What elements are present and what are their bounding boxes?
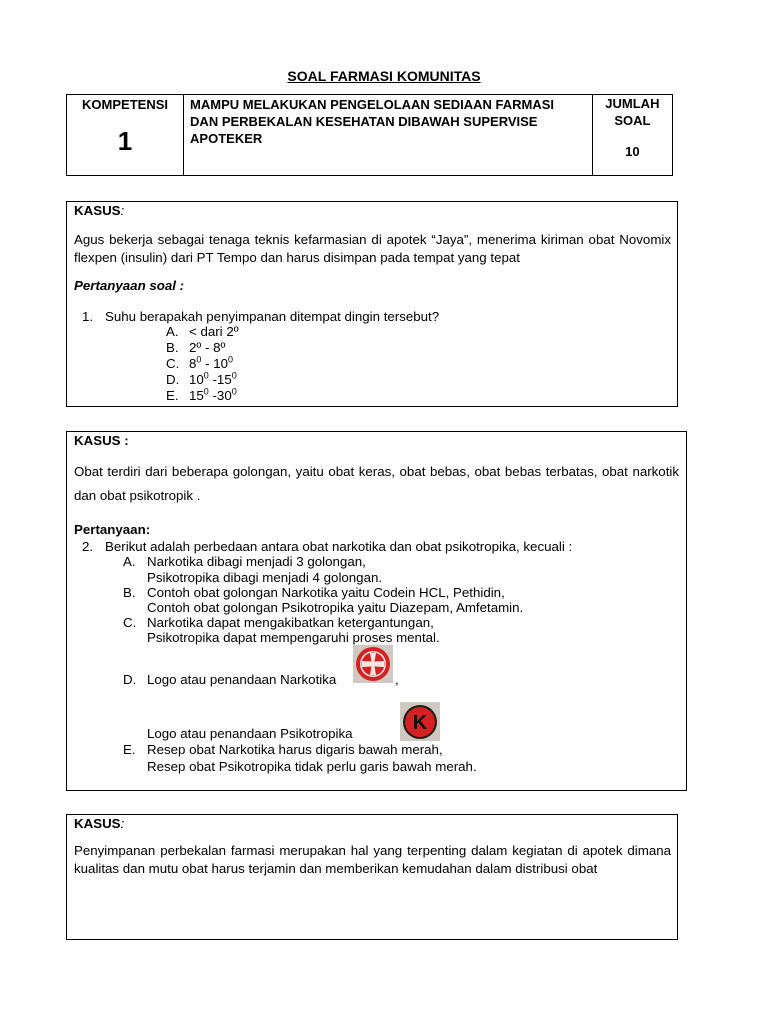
option-text: Narkotika dibagi menjadi 3 golongan, [147,554,366,569]
option-letter: D. [123,672,137,687]
psikotropika-logo [400,702,440,741]
option-letter: B. [166,340,179,355]
question-number: 2. [82,539,94,554]
kasus-label: KASUS: [74,203,125,218]
case-text: Agus bekerja sebagai tenaga teknis kefarmasian di apotek “Jaya”, menerima kiriman obat Novomix flexpen (insulin) dari PT Tempo dan harus disimpan pada tempat yang tepat [74,232,671,265]
option-letter: A. [123,554,136,569]
option-text: < dari 2º [189,324,239,339]
case-box-1 [66,201,678,407]
soal-label: SOAL [614,113,651,128]
option-letter: E. [123,742,136,757]
psikotropika-logo-letter: K [412,712,428,734]
option-text: Logo atau penandaan Psikotropika [147,726,353,741]
case-text: Obat terdiri dari beberapa golongan, yaitu obat keras, obat bebas, obat bebas terbatas, obat narkotik dan obat psikotropik . [74,464,679,503]
question-number: 1. [82,309,94,324]
option-text: Resep obat Narkotika harus digaris bawah merah, [147,742,443,757]
option-letter: B. [123,585,136,600]
question-text: Berikut adalah perbedaan antara obat narkotika dan obat psikotropika, kecuali : [105,539,573,554]
option-text: , [395,672,399,687]
option-text: $15^0$ $-30^0$ [189,386,237,403]
option-text: Contoh obat golongan Psikotropika yaitu Diazepam, Amfetamin. [147,600,524,615]
option-text: Psikotropika dibagi menjadi 4 golongan. [147,570,383,585]
psikotropika-k-icon [400,702,440,741]
competency-table [66,94,673,176]
kompetensi-number: 1 [117,126,133,156]
option-text: 2º - 8º [189,340,226,355]
option-text: Contoh obat golongan Narkotika yaitu Codein HCL, Pethidin, [147,585,505,600]
option-letter: C. [166,356,180,371]
question-heading: Pertanyaan: [74,522,151,537]
option-text: Logo atau penandaan Narkotika [147,672,337,687]
option-text: Psikotropika dapat mempengaruhi proses mental. [147,630,440,645]
soal-count: 10 [625,144,640,159]
case-box-3 [66,814,678,940]
question-heading: Pertanyaan soal : [74,278,185,293]
kasus-label: KASUS : [74,433,129,448]
option-text: $10^0$ $-15^0$ [189,370,237,387]
jumlah-soal-cell [592,95,672,176]
case-text: Penyimpanan perbekalan farmasi merupakan hal yang terpenting dalam kegiatan di apotek dimana kualitas dan mutu obat harus terjamin dan memberikan kemudahan dalam distribusi obat [74,843,671,876]
page-title: SOAL FARMASI KOMUNITAS [287,68,481,84]
option-letter: D. [166,372,180,387]
kompetensi-label: KOMPETENSI [82,97,168,112]
narkotika-logo [353,645,393,683]
competency-description: MAMPU MELAKUKAN PENGELOLAAN SEDIAAN FARMASI DAN PERBEKALAN KESEHATAN DIBAWAH SUPERVISE APOTEKER [184,95,593,176]
option-letter: A. [166,324,179,339]
option-text: $8^0 - 10^0$ [189,354,234,371]
narkotika-cross-icon [353,645,393,683]
case-box-2 [66,431,687,791]
kompetensi-cell [67,95,184,176]
option-text: Resep obat Psikotropika tidak perlu garis bawah merah. [147,759,477,774]
question-text: Suhu berapakah penyimpanan ditempat dingin tersebut? [105,309,440,324]
kasus-label: KASUS: [74,816,125,831]
option-text: Narkotika dapat mengakibatkan ketergantungan, [147,615,434,630]
jumlah-label: JUMLAH [605,96,660,111]
option-letter: C. [123,615,137,630]
option-letter: E. [166,388,179,403]
